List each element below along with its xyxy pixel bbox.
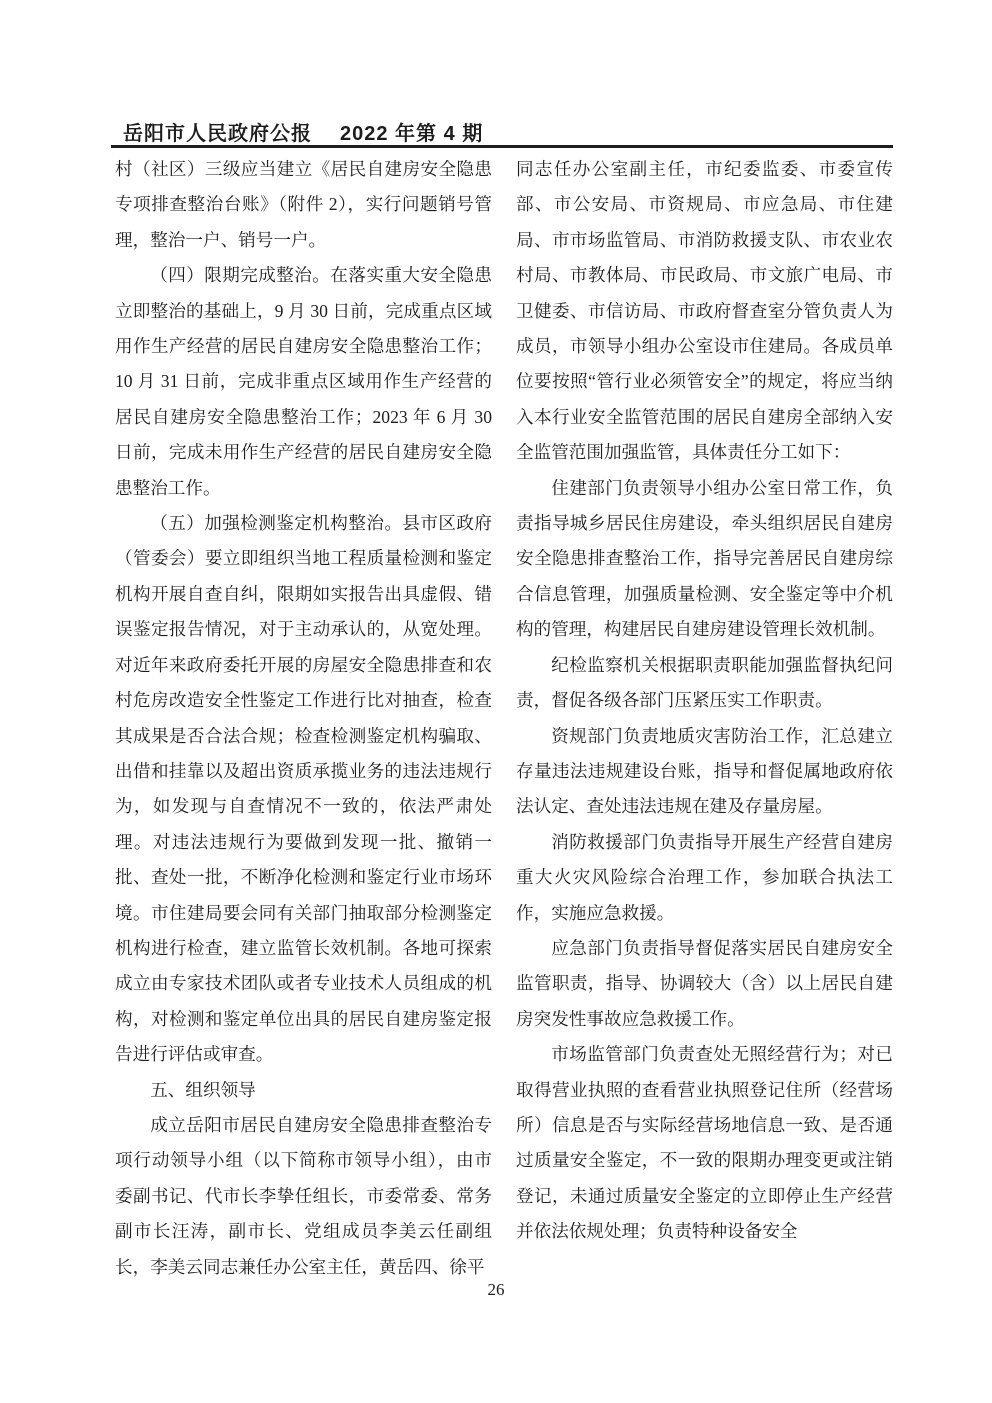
section-heading: 五、组织领导 <box>150 1079 256 1100</box>
paragraph: （四）限期完成整治。在落实重大安全隐患立即整治的基础上，9 月 30 日前，完成重点区域用作生产经营的居民自建房安全隐患整治工作；10 月 31 日前，完成非重点区域用作生产经营的居民自建房安全隐患整治工作；2023 年 6 月 30 日前，完成未用作生产经营的居民自建房安全隐患整治工作。 <box>115 265 492 498</box>
paragraph: 资规部门负责地质灾害防治工作，汇总建立存量违法违规建设台账，指导和督促属地政府依法认定、查处违法违规在建及存量房屋。 <box>516 725 893 817</box>
gazette-title: 岳阳市人民政府公报 <box>123 123 312 145</box>
paragraph: 成立岳阳市居民自建房安全隐患排查整治专项行动领导小组（以下简称市领导小组），由市委副书记、代市长李挚任组长，市委常委、常务副市长汪涛，副市长、党组成员李美云任副组长，李美云同志兼任办公室主任，黄岳四、徐平 <box>115 1114 492 1277</box>
paragraph: 应急部门负责指导督促落实居民自建房安全监管职责，指导、协调较大（含）以上居民自建房突发性事故应急救援工作。 <box>516 937 893 1029</box>
page-content <box>115 152 893 1285</box>
paragraph: 住建部门负责领导小组办公室日常工作，负责指导城乡居民住房建设，牵头组织居民自建房安全隐患排查整治工作，指导完善居民自建房综合信息管理，加强质量检测、安全鉴定等中介机构的管理，构建居民自建房建设管理长效机制。 <box>516 477 893 640</box>
page-header <box>123 117 483 146</box>
header-rule <box>111 145 893 148</box>
paragraph: 同志任办公室副主任，市纪委监委、市委宣传部、市公安局、市资规局、市应急局、市住建局、市市场监管局、市消防救援支队、市农业农村局、市教体局、市民政局、市文旅广电局、市卫健委、市信访局、市政府督查室分管负责人为成员，市领导小组办公室设市住建局。各成员单位要按照“管行业必须管安全”的规定，将应当纳入本行业安全监管范围的居民自建房全部纳入安全监管范围加强监管，具体责任分工如下： <box>516 159 893 463</box>
paragraph: 市场监管部门负责查处无照经营行为；对已取得营业执照的查看营业执照登记住所（经营场所）信息是否与实际经营场地信息一致、是否通过质量安全鉴定，不一致的限期办理变更或注销登记，未通过质量安全鉴定的立即停止生产经营并依法依规处理；负责特种设备安全 <box>516 1044 893 1242</box>
paragraph: 纪检监察机关根据职责职能加强监督执纪问责，督促各级各部门压紧压实工作职责。 <box>516 654 893 711</box>
left-column <box>115 152 492 1285</box>
issue-label: 2022 年第 4 期 <box>340 123 484 145</box>
page-number: 26 <box>487 1280 505 1299</box>
right-column <box>516 152 893 1285</box>
paragraph: 村（社区）三级应当建立《居民自建房安全隐患专项排查整治台账》（附件 2），实行问题销号管理，整治一户、销号一户。 <box>115 159 492 250</box>
paragraph: 消防救援部门负责指导开展生产经营自建房重大火灾风险综合治理工作，参加联合执法工作，实施应急救援。 <box>516 831 893 923</box>
paragraph: （五）加强检测鉴定机构整治。县市区政府（管委会）要立即组织当地工程质量检测和鉴定机构开展自查自纠，限期如实报告出具虚假、错误鉴定报告情况，对于主动承认的，从宽处理。对近年来政府委托开展的房屋安全隐患排查和农村危房改造安全性鉴定工作进行比对抽查，检查其成果是否合法合规；检查检测鉴定机构骗取、出借和挂靠以及超出资质承揽业务的违法违规行为，如发现与自查情况不一致的，依法严肃处理。对违法违规行为要做到发现一批、撤销一批、查处一批，不断净化检测和鉴定行业市场环境。市住建局要会同有关部门抽取部分检测鉴定机构进行检查，建立监管长效机制。各地可探索成立由专家技术团队或者专业技术人员组成的机构，对检测和鉴定单位出具的居民自建房鉴定报告进行评估或审查。 <box>115 513 492 1065</box>
